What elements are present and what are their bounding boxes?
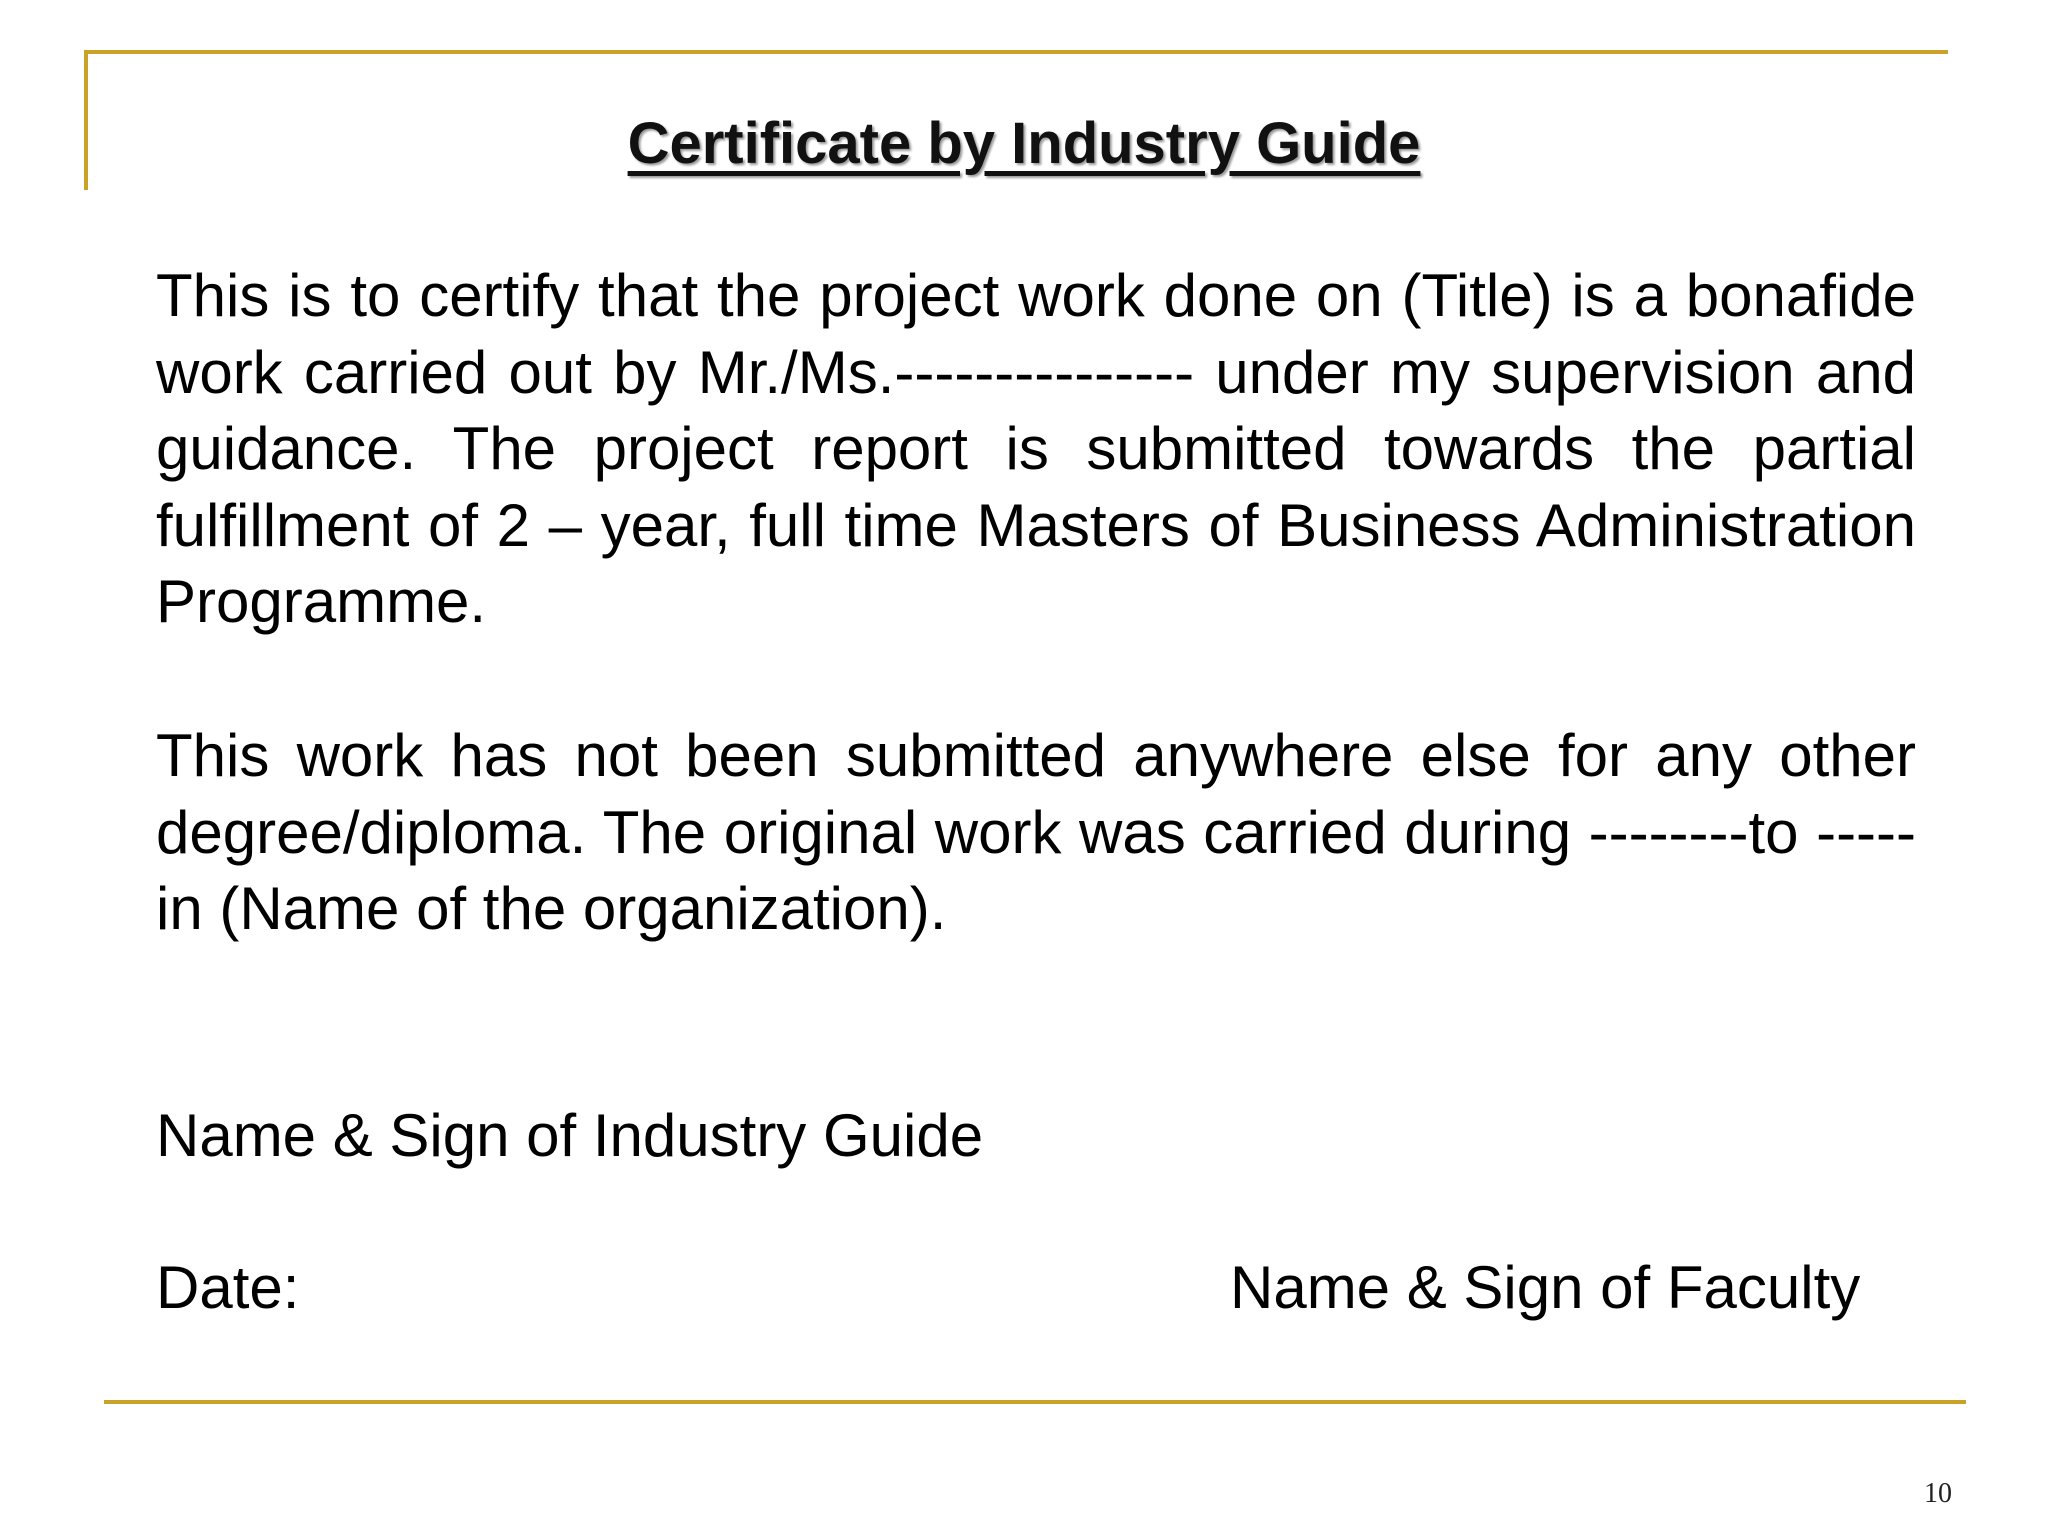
page-number: 10 bbox=[1924, 1478, 1952, 1509]
faculty-signature-label: Name & Sign of Faculty bbox=[1230, 1254, 1861, 1321]
originality-paragraph: This work has not been submitted anywhere else for any other degree/diploma. The original work was carried during --------to ----- in (Name of the organization). bbox=[156, 722, 1916, 942]
date-label: Date: bbox=[156, 1254, 300, 1321]
frame-bottom-border bbox=[104, 1400, 1966, 1404]
certification-paragraph: This is to certify that the project work done on (Title) is a bonafide work carried out by Mr./Ms.--------------- under my supervision and guidance. The project report is submitted towards the partial fulfillment of 2 – year, full time Masters of Business Administration Programme. bbox=[156, 262, 1916, 635]
industry-guide-signature-label: Name & Sign of Industry Guide bbox=[156, 1102, 984, 1169]
certificate-title: Certificate by Industry Guide bbox=[627, 111, 1421, 176]
frame-top-border bbox=[86, 50, 1948, 54]
